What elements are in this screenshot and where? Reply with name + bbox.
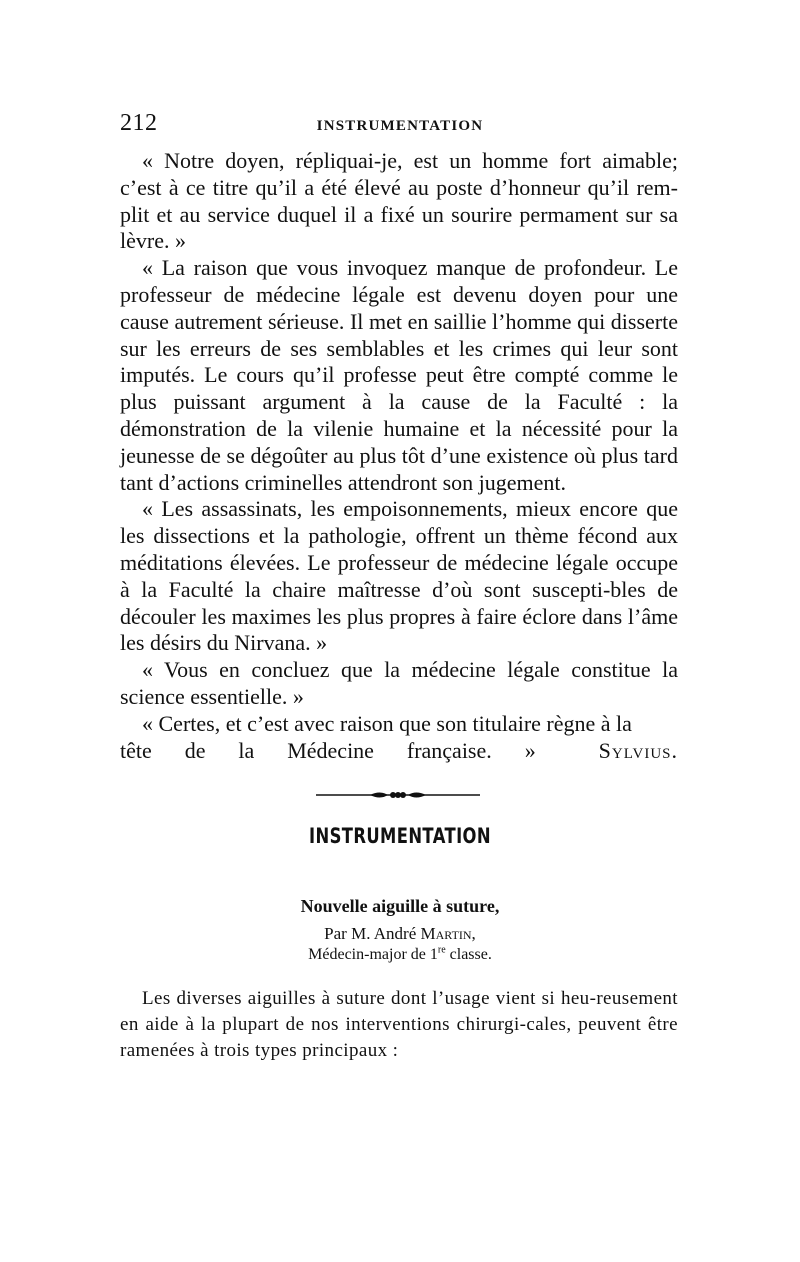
paragraph: Les diverses aiguilles à suture dont l’usage vient si heu-reusement en aide à la plupart de nos interventions chirurgi-cales, peuvent être ramenées à trois types principaux : bbox=[120, 988, 678, 1061]
rank-prefix: Médecin-major de 1 bbox=[308, 946, 438, 963]
rank-suffix: classe. bbox=[445, 946, 492, 963]
paragraph bbox=[120, 711, 678, 738]
article-title: Nouvelle aiguille à suture, bbox=[300, 896, 500, 916]
signature-line bbox=[120, 738, 678, 765]
paragraph: « La raison que vous invoquez manque de profondeur. Le professeur de médecine légale est devenu doyen pour une cause autrement sérieuse. Il met en saillie l’homme qui disserte sur les erreurs de ses semblables et les crimes qui leur sont imputés. Le cours qu’il professe peut être compté comme le plus puissant argument à la cause de la Faculté : la démonstration de la vilenie humaine et la nécessité pour la jeunesse de se dégoûter au plus tôt d’une existence où plus tard tant d’actions criminelles attendront son jugement. bbox=[120, 255, 678, 495]
paragraph: « Notre doyen, répliquai-je, est un homme fort aimable; c’est à ce titre qu’il a été élevé au poste d’honneur qu’il rem-plit et au service duquel il a fixé un sourire permament sur sa lèvre. » bbox=[120, 148, 678, 254]
byline bbox=[120, 924, 680, 944]
body-text bbox=[120, 148, 678, 764]
page-header bbox=[120, 110, 680, 144]
running-head: INSTRUMENTATION bbox=[316, 118, 484, 134]
author-name: Martin, bbox=[420, 924, 476, 943]
page-number: 212 bbox=[120, 110, 158, 136]
section-title: INSTRUMENTATION bbox=[309, 824, 491, 848]
paragraph-text: tête de la Médecine française. » bbox=[120, 737, 536, 763]
author-signature: Sylvius. bbox=[598, 737, 678, 763]
author-rank bbox=[120, 946, 680, 964]
paragraph: « Les assassinats, les empoisonnements, mieux encore que les dissections et la pathologie, offrent un thème fécond aux méditations élevées. Le professeur de médecine légale occupe à la Faculté la chaire maîtresse d’où sont suscepti-bles de découler les maximes les plus propres à faire éclore dans l’âme les désirs du Nirvana. » bbox=[120, 496, 678, 656]
rank-superscript: re bbox=[437, 944, 446, 956]
byline-prefix: Par M. André bbox=[324, 924, 417, 943]
article-body bbox=[120, 986, 678, 1064]
ornament-divider bbox=[316, 788, 480, 802]
paragraph: « Vous en concluez que la médecine légale constitue la science essentielle. » bbox=[120, 657, 678, 709]
paragraph-text: « Certes, et c’est avec raison que son titulaire règne à la bbox=[142, 710, 632, 736]
